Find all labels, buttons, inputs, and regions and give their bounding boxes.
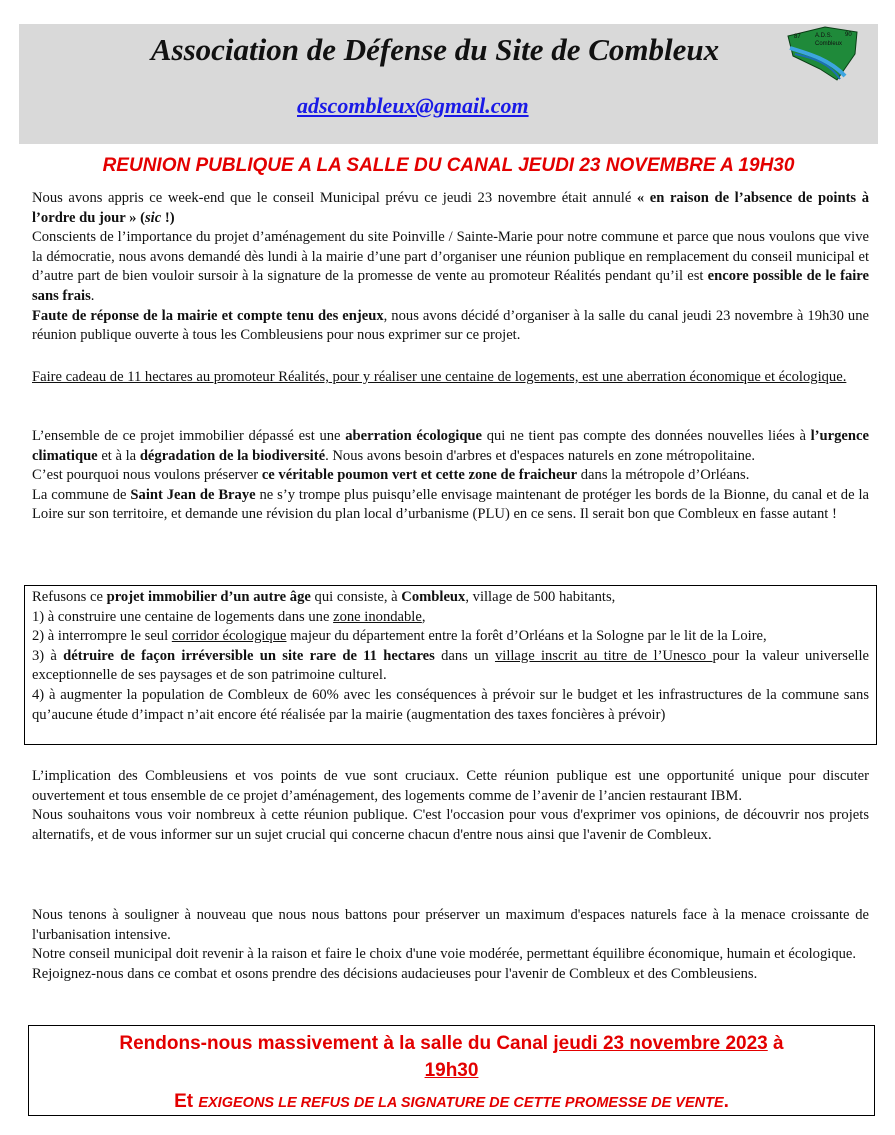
refusal-item-1: 1) à construire une centaine de logements dans une zone inondable, xyxy=(32,608,426,625)
email-link[interactable]: adscombleux@gmail.com xyxy=(297,93,529,118)
logo-place: Combleux xyxy=(815,41,843,47)
intro-section xyxy=(32,189,869,346)
ecology-paragraph-3: La commune de Saint Jean de Braye ne s’y trompe plus puisqu’elle envisage maintenant de protéger les bords de la Bionne, du canal et de la Loire sur son territoire, et demande une révision du plan local d’urbanisme (PLU) en ce sens. Il serait bon que Combleux en fasse autant ! xyxy=(32,486,869,523)
intro-paragraph-3: Faute de réponse de la mairie et compte tenu des enjeux, nous avons décidé d’organiser à la salle du canal jeudi 23 novembre à 19h30 une réunion publique ouverte à tous les Combleusiens pour nous exprimer sur ce projet. xyxy=(32,307,869,344)
logo-text: A.D.S. xyxy=(815,33,833,39)
organization-title: Association de Défense du Site de Combleux xyxy=(150,32,720,67)
cta-line-2: 19h30 xyxy=(424,1060,479,1081)
closing-section-1 xyxy=(32,767,869,845)
refusal-item-3: 3) à détruire de façon irréversible un site rare de 11 hectares dans un village inscrit au titre de l’Unesco pour la valeur universelle exceptionnelle de ses paysages et de son patrimoine culturel. xyxy=(32,647,870,684)
ecology-section xyxy=(32,427,869,525)
refusal-item-4: 4) à augmenter la population de Combleux de 60% avec les conséquences à prévoir sur le budget et les infrastructures de la commune sans qu’aucune étude d’impact n’ait encore été réalisée par la mairie (augmentation des taxes foncières à prévoir) xyxy=(32,686,869,723)
intro-paragraph-2: Conscients de l’importance du projet d’aménagement du site Poinville / Sainte-Marie pour notre commune et parce que nous voulons que vive la démocratie, nous avons demandé dès lundi à la mairie d’une part d’organiser une réunion publique en remplacement du conseil municipal et d’autre part de bien vouloir sursoir à la signature de la promesse de vente au promoteur Réalités pendant qu’il est encore possible de le faire sans frais. xyxy=(32,229,869,304)
statement-paragraph: Faire cadeau de 11 hectares au promoteur Réalités, pour y réaliser une centaine de logements, est une aberration économique et écologique. xyxy=(32,369,847,385)
logo-year-right: 90 xyxy=(845,32,852,38)
closing-paragraph-5: Rejoignez-nous dans ce combat et osons prendre des décisions audacieuses pour l'avenir de Combleux et des Combleusiens. xyxy=(32,965,758,982)
logo-year-left: 87 xyxy=(794,34,801,40)
refusal-intro: Refusons ce projet immobilier d’un autre âge qui consiste, à Combleux, village de 500 habitants, xyxy=(32,589,616,605)
intro-paragraph-1: Nous avons appris ce week-end que le conseil Municipal prévu ce jeudi 23 novembre était annulé « en raison de l’absence de points à l’ordre du jour » (sic !) xyxy=(32,190,869,226)
refusal-item-2: 2) à interrompre le seul corridor écologique majeur du département entre la forêt d’Orléans et la Sologne par le lit de la Loire, xyxy=(32,628,767,645)
statement-section xyxy=(32,368,869,388)
closing-paragraph-2: Nous souhaitons vous voir nombreux à cette réunion publique. C'est l'occasion pour vous d'exprimer vos opinions, de découvrir nos projets alternatifs, et de vous informer sur un sujet crucial qui concerne chacun d'entre nous ainsi que l'avenir de Combleux. xyxy=(32,807,869,843)
ecology-paragraph-1: L’ensemble de ce projet immobilier dépassé est une aberration écologique qui ne tient pas compte des données nouvelles liées à l’urgence climatique et à la dégradation de la biodiversité. Nous avons besoin d'arbres et d'espaces naturels en zone métropolitaine. xyxy=(32,428,869,464)
closing-section-2 xyxy=(32,906,869,984)
cta-line-1: Rendons-nous massivement à la salle du Canal jeudi 23 novembre 2023 à xyxy=(119,1033,784,1054)
call-to-action-box xyxy=(28,1025,875,1116)
headline: REUNION PUBLIQUE A LA SALLE DU CANAL JEUDI 23 NOVEMBRE A 19H30 xyxy=(102,155,795,176)
cta-line-3: Et EXIGEONS LE REFUS DE LA SIGNATURE DE CETTE PROMESSE DE VENTE. xyxy=(174,1091,729,1112)
closing-paragraph-4: Notre conseil municipal doit revenir à la raison et faire le choix d'une voie modérée, permettant équilibre économique, humain et écologique. xyxy=(32,946,857,963)
closing-paragraph-3: Nous tenons à souligner à nouveau que nous nous battons pour préserver un maximum d'espaces naturels face à la menace croissante de l'urbanisation intensive. xyxy=(32,907,869,943)
refusal-section xyxy=(32,588,869,725)
ecology-paragraph-2: C’est pourquoi nous voulons préserver ce véritable poumon vert et cette zone de fraicheur dans la métropole d’Orléans. xyxy=(32,467,750,484)
closing-paragraph-1: L’implication des Combleusiens et vos points de vue sont cruciaux. Cette réunion publique est une opportunité unique pour discuter ouvertement et tous ensemble de ce projet d’aménagement, des logements comme de l’avenir de l’ancien restaurant IBM. xyxy=(32,768,869,804)
association-logo xyxy=(785,24,860,82)
